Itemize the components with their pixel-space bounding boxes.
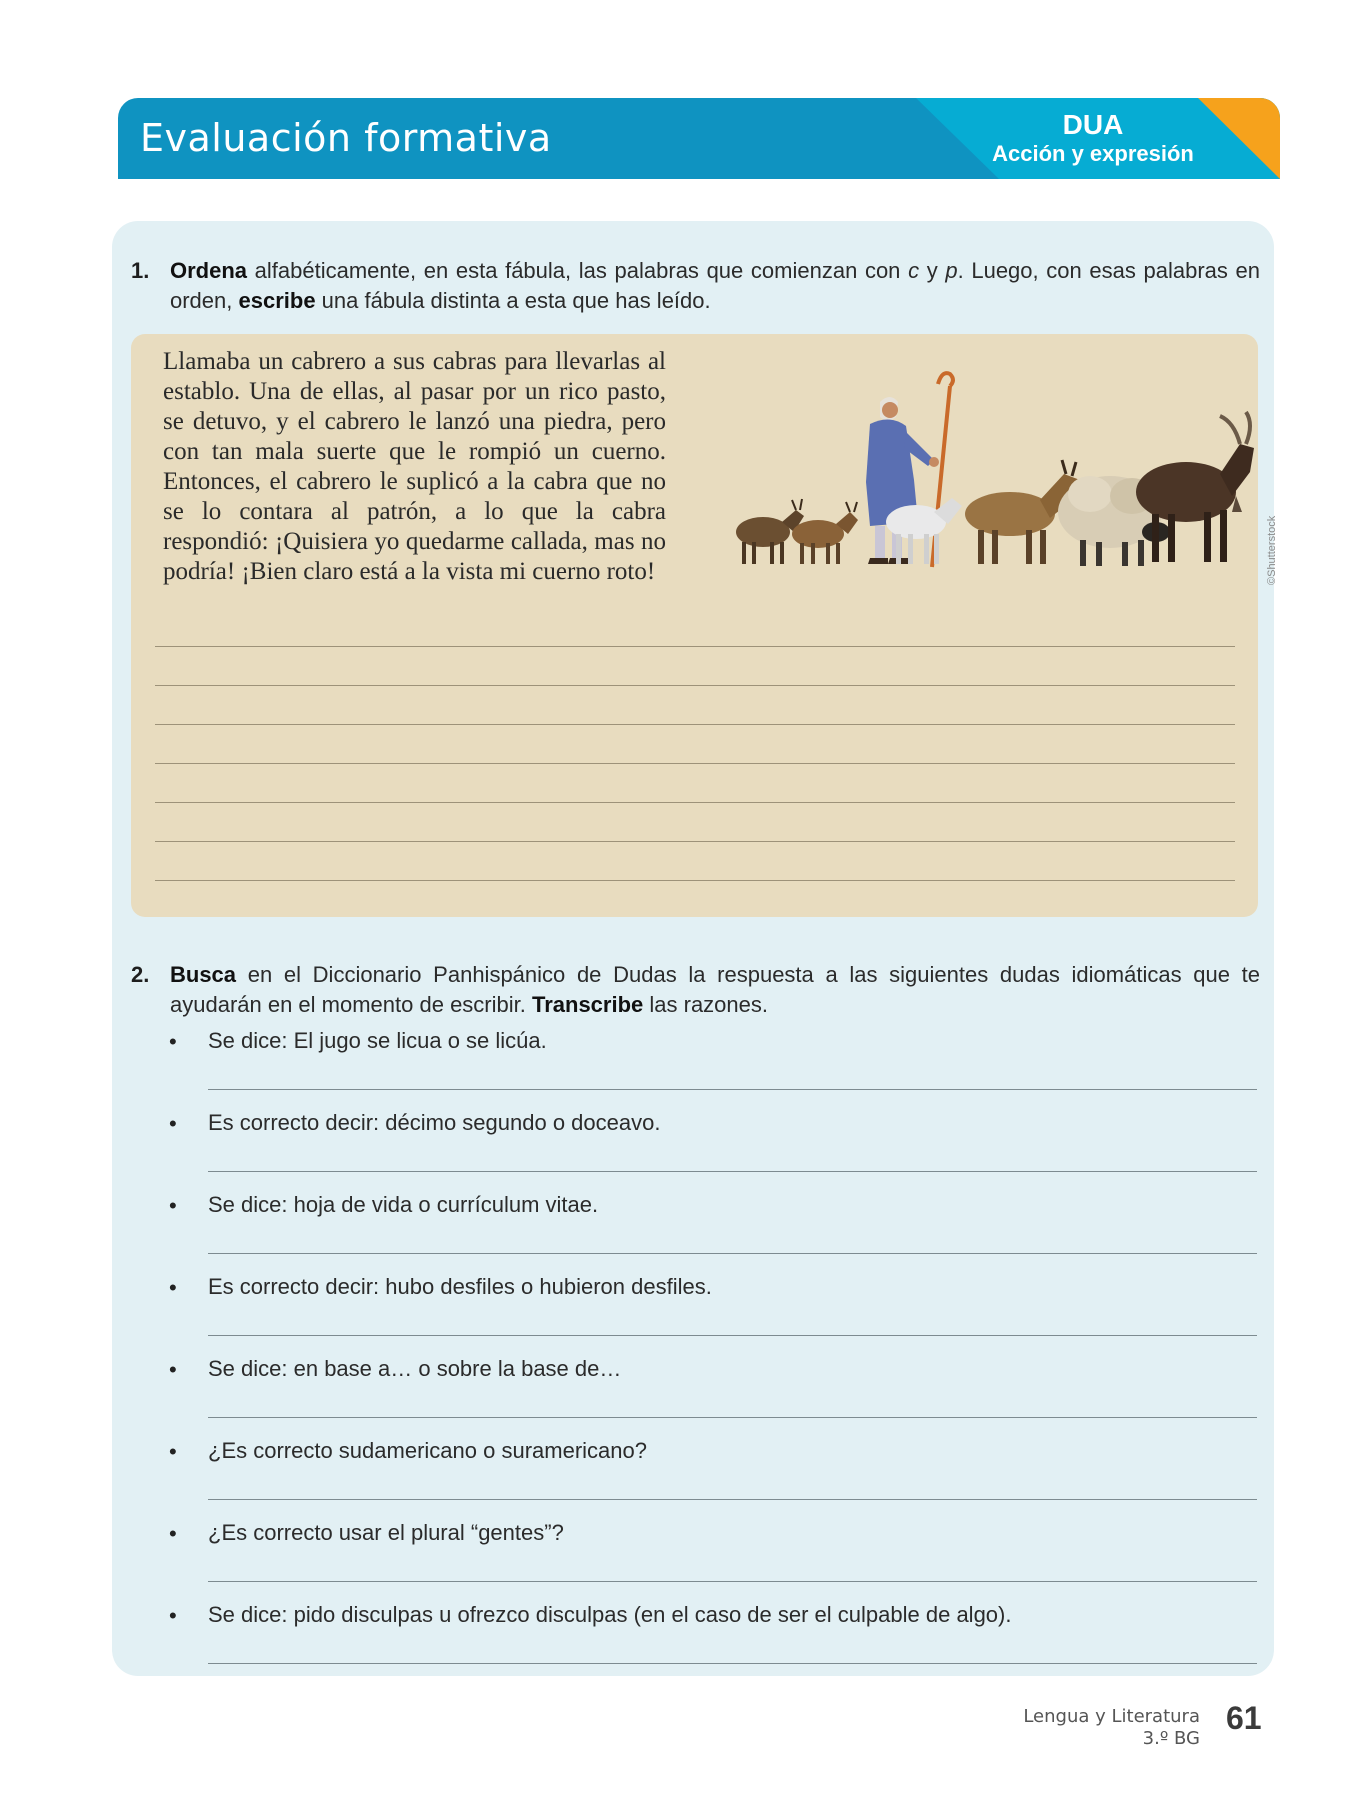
shepherd-goats-illustration: [720, 362, 1256, 587]
bullet-dot: •: [169, 1439, 177, 1464]
question-item: Se dice: en base a… o sobre la base de…: [208, 1356, 622, 1381]
answer-line[interactable]: [208, 1253, 1257, 1254]
q1-text-3: una fábula distinta a esta que has leído.: [315, 288, 711, 313]
answer-line[interactable]: [208, 1581, 1257, 1582]
q1-verb-ordena: Ordena: [170, 258, 248, 283]
q1-text-2: . Luego, con esas palabras en orden,: [170, 258, 1260, 313]
q1-text-1: alfabéticamente, en esta fábula, las palabras que comienzan con: [247, 258, 909, 283]
question-item: Se dice: pido disculpas u ofrezco disculpas (en el caso de ser el culpable de algo).: [208, 1602, 1012, 1627]
question-1-instruction: [170, 256, 1260, 316]
writing-line[interactable]: [155, 880, 1235, 881]
writing-line[interactable]: [155, 685, 1235, 686]
writing-line[interactable]: [155, 841, 1235, 842]
writing-line[interactable]: [155, 646, 1235, 647]
footer-subject: [1023, 1706, 1200, 1750]
question-item: Se dice: El jugo se licua o se licúa.: [208, 1028, 547, 1053]
q2-text-2: las razones.: [643, 992, 768, 1017]
question-item: Es correcto decir: hubo desfiles o hubieron desfiles.: [208, 1274, 712, 1299]
small-goat-icon: [792, 502, 858, 564]
image-credit: ©Shutterstock: [1266, 515, 1278, 585]
section-title: Evaluación formativa: [140, 116, 552, 160]
bullet-dot: •: [169, 1357, 177, 1382]
answer-line[interactable]: [208, 1335, 1257, 1336]
answer-line[interactable]: [208, 1089, 1257, 1090]
bullet-dot: •: [169, 1275, 177, 1300]
bullet-dot: •: [169, 1193, 177, 1218]
footer-subject-name: Lengua y Literatura: [1023, 1706, 1200, 1727]
question-2-number: 2.: [131, 962, 150, 987]
billy-goat-icon: [1136, 412, 1254, 562]
question-item: ¿Es correcto usar el plural “gentes”?: [208, 1520, 564, 1545]
answer-line[interactable]: [208, 1663, 1257, 1664]
question-2-instruction: [170, 960, 1260, 1020]
writing-line[interactable]: [155, 763, 1235, 764]
bullet-dot: •: [169, 1603, 177, 1628]
answer-line[interactable]: [208, 1171, 1257, 1172]
question-1-number: 1.: [131, 258, 150, 283]
question-item: ¿Es correcto sudamericano o suramericano?: [208, 1438, 647, 1463]
fable-text: Llamaba un cabrero a sus cabras para llevarlas al establo. Una de ellas, al pasar por un rico pasto, se detuvo, y el cabrero le lanzó una piedra, pero con tan mala suerte que le rompió un cuerno. Entonces, el cabrero le suplicó a la cabra que no se lo contara al patrón, a lo que la cabra respondió: ¡Quisiera yo quedarme callada, mas no podría! ¡Bien claro está a la vista mi cuerno roto!: [163, 348, 666, 585]
q1-letter-c: c: [908, 258, 920, 283]
dua-badge: DUA: [1062, 109, 1124, 140]
writing-line[interactable]: [155, 802, 1235, 803]
page-number: 61: [1226, 1700, 1262, 1736]
dua-badge-subtitle: Acción y expresión: [992, 141, 1194, 166]
question-item: Se dice: hoja de vida o currículum vitae.: [208, 1192, 599, 1217]
answer-line[interactable]: [208, 1417, 1257, 1418]
q2-text-1: en el Diccionario Panhispánico de Dudas la respuesta a las siguientes dudas idiomáticas que te ayudarán en el momento de escribir.: [170, 962, 1260, 1017]
footer-grade: 3.º BG: [1142, 1728, 1200, 1749]
q2-verb-busca: Busca: [170, 962, 237, 987]
q1-verb-escribe: escribe: [238, 288, 316, 313]
answer-line[interactable]: [208, 1499, 1257, 1500]
q1-text-y: y: [919, 258, 946, 283]
bullet-dot: •: [169, 1521, 177, 1546]
section-banner: [118, 98, 1280, 179]
question-item: Es correcto decir: décimo segundo o doceavo.: [208, 1110, 661, 1135]
q1-letter-p: p: [945, 258, 958, 283]
writing-line[interactable]: [155, 724, 1235, 725]
q2-verb-transcribe: Transcribe: [531, 992, 644, 1017]
bullet-dot: •: [169, 1111, 177, 1136]
bullet-dot: •: [169, 1029, 177, 1054]
